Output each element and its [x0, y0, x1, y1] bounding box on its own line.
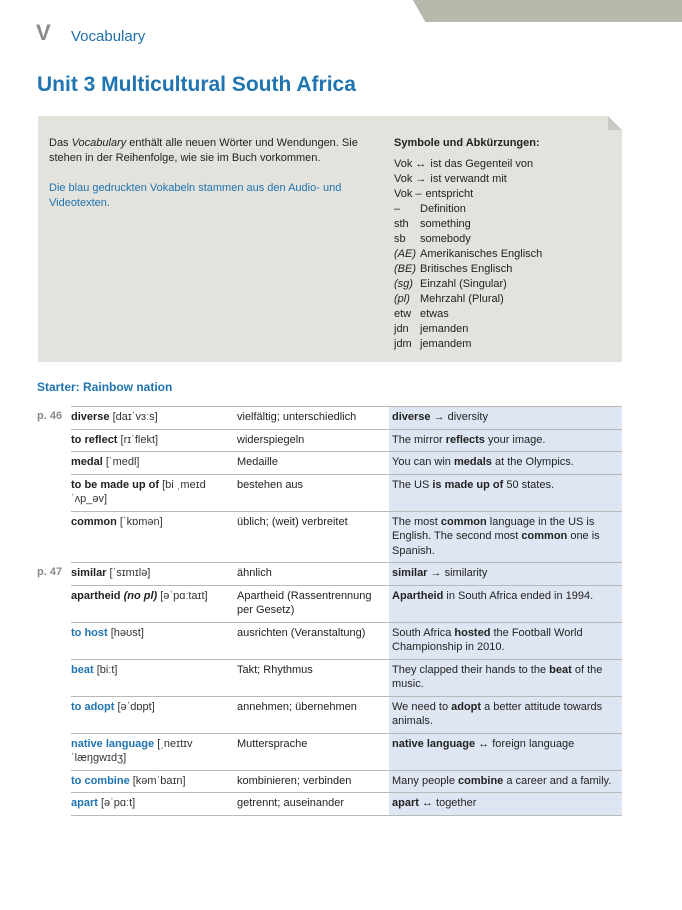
section-title: Vocabulary — [71, 28, 146, 45]
grammar-note: (no pl) — [123, 589, 158, 602]
example-part: diverse — [392, 411, 431, 423]
example-part: The US — [392, 478, 433, 491]
page-ref — [37, 733, 71, 770]
word-prefix: to — [71, 626, 85, 639]
vocab-row — [37, 770, 622, 793]
example-part: reflects — [445, 433, 485, 446]
vocab-row — [37, 429, 622, 452]
abbreviation-meaning: something — [420, 218, 471, 230]
abbreviation-row — [394, 232, 614, 247]
example-part: ↔ together — [418, 797, 477, 809]
example-sentence — [389, 770, 622, 793]
example-part: → similarity — [427, 567, 488, 579]
page-ref — [37, 792, 71, 816]
abbreviations-list — [394, 157, 614, 352]
german-translation: annehmen; übernehmen — [237, 696, 389, 733]
abbreviation-symbol: (AE) — [394, 248, 416, 260]
example-part: beat — [549, 663, 572, 676]
info-box — [38, 116, 622, 362]
example-part: your image. — [484, 433, 546, 446]
pronunciation: [kəmˈbaɪn] — [132, 774, 186, 787]
abbreviation-symbol: Vok → — [394, 173, 427, 185]
example-part: language in the US is English. The second most — [392, 515, 595, 542]
headword: host — [84, 626, 108, 639]
intro-prefix: Das — [49, 137, 72, 149]
pronunciation: [daɪˈvɜːs] — [112, 411, 158, 423]
english-entry — [71, 474, 237, 511]
headword: beat — [71, 663, 94, 676]
english-entry — [71, 696, 237, 733]
example-part: The most — [392, 515, 441, 528]
page-ref — [37, 659, 71, 696]
headword: to be made up of — [71, 478, 159, 491]
abbreviation-symbol: (pl) — [394, 293, 410, 305]
example-part: adopt — [451, 700, 482, 713]
vocab-row — [37, 733, 622, 770]
german-translation: widerspiegeln — [237, 429, 389, 452]
abbreviation-meaning: ist verwandt mit — [430, 173, 507, 185]
headword: common — [71, 515, 117, 528]
abbreviation-symbol: Vok ↔ — [394, 158, 427, 170]
example-sentence — [389, 733, 622, 770]
abbreviation-row — [394, 337, 614, 352]
example-sentence — [389, 451, 622, 474]
example-sentence — [389, 696, 622, 733]
abbreviation-meaning: Definition — [420, 203, 466, 215]
vocab-row — [37, 659, 622, 696]
abbreviation-meaning: jemandem — [420, 338, 472, 350]
english-entry — [71, 451, 237, 474]
page-ref: p. 47 — [37, 566, 63, 578]
abbreviation-symbol: (BE) — [394, 263, 416, 275]
english-entry — [71, 659, 237, 696]
pronunciation: [rɪˈflekt] — [120, 433, 159, 446]
pronunciation: [əˈdɒpt] — [117, 700, 155, 713]
german-translation: üblich; (weit) verbreitet — [237, 511, 389, 563]
english-entry — [71, 429, 237, 452]
abbreviation-row — [394, 157, 614, 172]
example-part: → diversity — [430, 411, 488, 423]
vocab-row — [37, 562, 622, 585]
pronunciation: [bi ˌmeɪdˈʌp_əv] — [71, 478, 206, 505]
headword: native language — [71, 737, 155, 750]
headword: medal — [71, 456, 103, 468]
page-ref — [37, 474, 71, 511]
example-part: a better attitude towards animals. — [392, 700, 603, 727]
german-translation: bestehen aus — [237, 474, 389, 511]
german-translation: Apartheid (Rassentrennung per Gesetz) — [237, 585, 389, 622]
german-translation: Medaille — [237, 451, 389, 474]
german-translation: ausrichten (Veranstaltung) — [237, 622, 389, 659]
abbreviation-row — [394, 247, 614, 262]
unit-title: Unit 3 Multicultural South Africa — [37, 73, 356, 96]
abbreviation-symbol: etw — [394, 308, 412, 320]
header-tab — [0, 0, 430, 30]
abbreviation-meaning: somebody — [420, 233, 471, 245]
abbreviation-meaning: ist das Gegenteil von — [430, 158, 534, 170]
vocab-row — [37, 511, 622, 563]
example-sentence — [389, 622, 622, 659]
example-part: common — [521, 530, 568, 542]
abbreviation-row — [394, 322, 614, 337]
pronunciation: [ˌneɪtɪv ˈlæŋgwɪdʒ] — [71, 737, 193, 764]
pronunciation: [əˈpɑːt] — [100, 797, 136, 809]
example-part: medals — [453, 456, 492, 468]
vocab-row — [37, 585, 622, 622]
example-part: of the music. — [392, 663, 603, 690]
abbreviation-row — [394, 307, 614, 322]
vocab-row — [37, 792, 622, 816]
example-sentence — [389, 406, 622, 429]
example-part: is made up of — [432, 478, 504, 491]
page-fold-corner — [608, 116, 622, 130]
abbreviation-symbol: jdn — [394, 323, 409, 335]
headword: combine — [84, 774, 130, 787]
abbreviation-row — [394, 277, 614, 292]
pronunciation: [biːt] — [96, 663, 118, 676]
abbreviation-row — [394, 262, 614, 277]
example-part: a career and a family. — [503, 774, 612, 787]
example-part: The mirror — [392, 433, 446, 446]
page-ref — [37, 429, 71, 452]
example-part: combine — [458, 774, 504, 787]
example-sentence — [389, 429, 622, 452]
pronunciation: [həʊst] — [110, 626, 144, 639]
english-entry — [71, 511, 237, 563]
abbreviations-heading: Symbole und Abkürzungen: — [394, 137, 540, 149]
headword: diverse — [71, 411, 110, 423]
abbreviation-meaning: Amerikanisches Englisch — [420, 248, 543, 260]
example-part: 50 states. — [503, 478, 555, 491]
pronunciation: [ˈsɪmɪlə] — [109, 567, 151, 579]
example-part: native language — [392, 737, 476, 750]
example-part: in South Africa ended in 1994. — [443, 589, 594, 602]
german-translation: ähnlich — [237, 562, 389, 585]
page-ref: p. 46 — [37, 410, 63, 422]
english-entry — [71, 406, 237, 429]
headword: adopt — [84, 700, 115, 713]
word-prefix: to — [71, 700, 85, 713]
section-letter: V — [36, 20, 51, 45]
page-ref — [37, 451, 71, 474]
german-translation: getrennt; auseinander — [237, 792, 389, 816]
abbreviation-symbol: (sg) — [394, 278, 413, 290]
example-sentence — [389, 659, 622, 696]
abbreviation-meaning: Einzahl (Singular) — [420, 278, 507, 290]
abbreviation-row — [394, 172, 614, 187]
vocab-row — [37, 474, 622, 511]
page-ref — [37, 770, 71, 793]
abbreviation-meaning: Britisches Englisch — [420, 263, 513, 275]
vocabulary-table — [37, 406, 622, 816]
english-entry — [71, 792, 237, 816]
info-intro — [49, 136, 359, 226]
example-part: Apartheid — [392, 589, 444, 602]
german-translation: Takt; Rhythmus — [237, 659, 389, 696]
example-part: the Football World Championship in 2010. — [392, 626, 583, 653]
abbreviations-panel — [394, 136, 614, 352]
example-part: ↔ foreign language — [475, 737, 575, 750]
abbreviation-row — [394, 292, 614, 307]
example-part: one is Spanish. — [392, 530, 600, 557]
abbreviation-symbol: sb — [394, 233, 406, 245]
example-sentence — [389, 562, 622, 585]
blue-note: Die blau gedruckten Vokabeln stammen aus den Audio- und Videotexten. — [49, 182, 342, 209]
example-part: at the Olympics. — [491, 456, 574, 468]
abbreviation-meaning: entspricht — [425, 188, 474, 200]
abbreviation-symbol: sth — [394, 218, 409, 230]
english-entry — [71, 733, 237, 770]
example-part: similar — [392, 567, 428, 579]
abbreviation-symbol: Vok – — [394, 188, 422, 200]
english-entry — [71, 585, 237, 622]
example-sentence — [389, 792, 622, 816]
intro-italic: Vocabulary — [71, 137, 127, 149]
english-entry — [71, 622, 237, 659]
starter-heading: Starter: Rainbow nation — [37, 380, 173, 394]
example-part: You can win — [392, 456, 454, 468]
headword: apart — [71, 797, 98, 809]
abbreviation-meaning: jemanden — [420, 323, 469, 335]
pronunciation: [əˈpɑːtaɪt] — [160, 589, 208, 602]
intro-rest: enthält alle neuen Wörter und Wendungen. Sie stehen in der Reihenfolge, wie sie im Buch vorkommen. — [49, 137, 358, 164]
page-ref — [37, 622, 71, 659]
example-part: apart — [392, 797, 419, 809]
example-part: common — [440, 515, 487, 528]
abbreviation-meaning: etwas — [420, 308, 449, 320]
example-part: South Africa — [392, 626, 455, 639]
intro-paragraph — [49, 136, 359, 166]
headword: apartheid — [71, 589, 121, 602]
pronunciation: [ˈkɒmən] — [119, 515, 163, 528]
page-ref — [37, 585, 71, 622]
example-sentence — [389, 585, 622, 622]
abbreviation-row — [394, 202, 614, 217]
vocab-row — [37, 451, 622, 474]
vocab-row — [37, 406, 622, 429]
german-translation: kombinieren; verbinden — [237, 770, 389, 793]
english-entry — [71, 770, 237, 793]
example-part: They clapped their hands to the — [392, 663, 550, 676]
vocab-row — [37, 696, 622, 733]
example-sentence — [389, 474, 622, 511]
abbreviation-symbol: – — [394, 203, 401, 215]
word-prefix: to — [71, 774, 85, 787]
pronunciation: [ˈmedl] — [105, 456, 140, 468]
example-part: Many people — [392, 774, 459, 787]
page-ref — [37, 696, 71, 733]
abbreviation-meaning: Mehrzahl (Plural) — [420, 293, 504, 305]
german-translation: vielfältig; unterschiedlich — [237, 406, 389, 429]
german-translation: Muttersprache — [237, 733, 389, 770]
headword: similar — [71, 567, 107, 579]
abbreviation-symbol: jdm — [394, 338, 412, 350]
word-prefix: to — [71, 433, 85, 446]
headword: reflect — [84, 433, 118, 446]
example-part: hosted — [454, 626, 491, 639]
example-part: We need to — [392, 700, 452, 713]
page-ref — [37, 511, 71, 563]
example-sentence — [389, 511, 622, 563]
english-entry — [71, 562, 237, 585]
abbreviation-row — [394, 187, 614, 202]
abbreviation-row — [394, 217, 614, 232]
vocab-row — [37, 622, 622, 659]
